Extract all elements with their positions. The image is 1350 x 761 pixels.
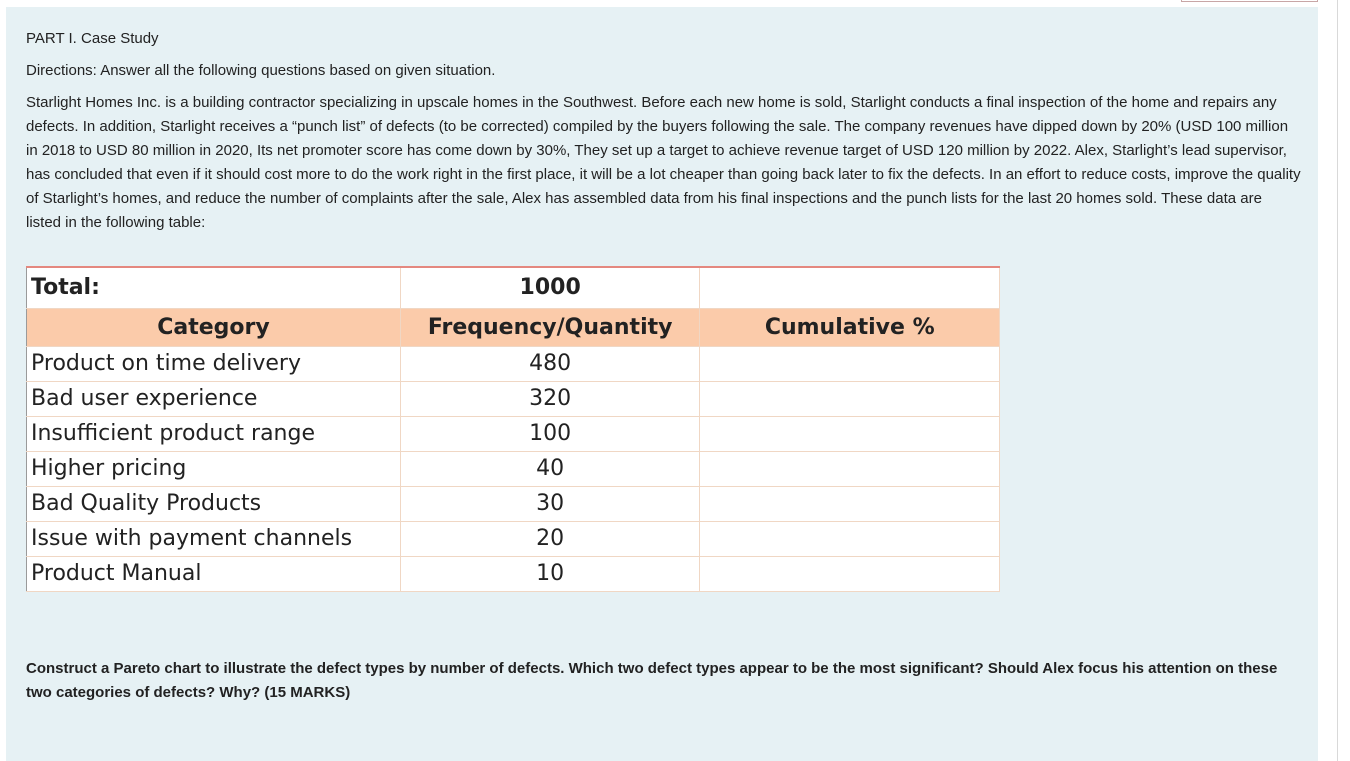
- table-row: [27, 451, 1000, 486]
- cumulative-cell: [700, 556, 1000, 591]
- quantity-cell: 30: [400, 486, 700, 521]
- table-row: [27, 346, 1000, 381]
- category-cell: Higher pricing: [27, 451, 401, 486]
- defects-table: [26, 266, 1000, 592]
- scenario-paragraph: Starlight Homes Inc. is a building contractor specializing in upscale homes in the Southwest. Before each new home is sold, Starlight conducts a final inspection of the home and repairs any defects. In addition, Starlight receives a “punch list” of defects (to be corrected) compiled by the buyers following the sale. The company revenues have dipped down by 20% (USD 100 million in 2018 to USD 80 million in 2020, Its net promoter score has come down by 30%, They set up a target to achieve revenue target of USD 120 million by 2022. Alex, Starlight’s lead supervisor, has concluded that even if it should cost more to do the work right in the first place, it will be a lot cheaper than going back later to fix the defects. In an effort to reduce costs, improve the quality of Starlight’s homes, and reduce the number of complaints after the sale, Alex has assembled data from his final inspections and the punch lists for the last 20 homes sold. These data are listed in the following table:: [26, 94, 1301, 231]
- cumulative-cell: [700, 451, 1000, 486]
- quantity-cell: 10: [400, 556, 700, 591]
- category-cell: Bad Quality Products: [27, 486, 401, 521]
- quantity-cell: 40: [400, 451, 700, 486]
- top-edge-mark: [1181, 0, 1318, 2]
- cumulative-cell: [700, 381, 1000, 416]
- cumulative-cell: [700, 521, 1000, 556]
- directions-text: Directions: Answer all the following questions based on given situation.: [26, 62, 496, 79]
- header-quantity: Frequency/Quantity: [400, 308, 700, 346]
- quantity-cell: 480: [400, 346, 700, 381]
- total-label: Total:: [27, 267, 401, 308]
- category-cell: Product Manual: [27, 556, 401, 591]
- total-row: [27, 267, 1000, 308]
- category-cell: Insufficient product range: [27, 416, 401, 451]
- cumulative-cell: [700, 416, 1000, 451]
- question-text: Construct a Pareto chart to illustrate the defect types by number of defects. Which two defect types appear to be the most significant? Should Alex focus his attention on these two categories of defects? Why? (15 MARKS): [26, 660, 1278, 701]
- category-cell: Bad user experience: [27, 381, 401, 416]
- header-cumulative: Cumulative %: [700, 308, 1000, 346]
- total-value: 1000: [400, 267, 700, 308]
- header-row: [27, 308, 1000, 346]
- table-row: [27, 416, 1000, 451]
- table-row: [27, 381, 1000, 416]
- category-cell: Product on time delivery: [27, 346, 401, 381]
- table-row: [27, 521, 1000, 556]
- category-cell: Issue with payment channels: [27, 521, 401, 556]
- header-category: Category: [27, 308, 401, 346]
- total-empty-cell: [700, 267, 1000, 308]
- quantity-cell: 20: [400, 521, 700, 556]
- cumulative-cell: [700, 486, 1000, 521]
- right-divider: [1337, 0, 1338, 761]
- quantity-cell: 320: [400, 381, 700, 416]
- table-row: [27, 556, 1000, 591]
- part-title: PART I. Case Study: [26, 30, 159, 47]
- table-row: [27, 486, 1000, 521]
- quantity-cell: 100: [400, 416, 700, 451]
- cumulative-cell: [700, 346, 1000, 381]
